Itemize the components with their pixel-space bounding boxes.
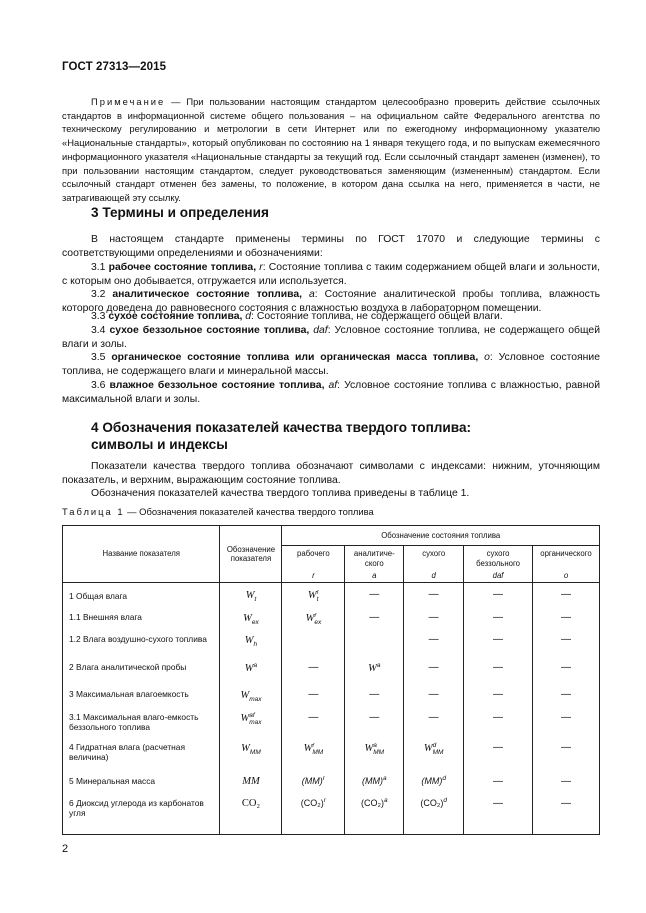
symbol-indices [254,634,258,648]
header-state-code: a [372,570,377,580]
state-cell: — [282,659,345,686]
indicator-symbol [245,663,257,673]
state-cell: — [464,583,533,609]
term-name: аналитическое состояние топлива, [112,289,303,300]
indicator-symbol-cell [220,739,282,773]
symbol-superscript [254,634,258,641]
term-name: влажное беззольное состояние топлива, [109,380,325,391]
table-row [63,739,600,773]
term-text: : Условное состояние топлива, не содержащего влаги и минеральной массы. [62,352,600,377]
state-cell: — [404,583,464,609]
indicator-symbol [242,776,260,786]
term-symbol: a [308,289,315,300]
term-symbol: d [245,311,252,322]
indicator-symbol-cell [220,686,282,709]
symbol-indices [317,589,319,603]
term-text: : Состояние аналитической пробы топлива, влажность которого доведена до равновесного состояния с влажностью воздуха в лабораторном помещении. [62,289,600,314]
term-name: рабочее состояние топлива, [108,262,257,273]
indicator-symbol-cell [220,659,282,686]
header-state-code: o [563,570,569,580]
table-row [63,795,600,835]
table-caption-label: Таблица 1 [62,506,125,517]
state-cell [282,609,345,631]
section-3-intro: В настоящем стандарте применены термины по ГОСТ 17070 и следующие термины с соответствующими определениями и обозначениями: [62,234,600,259]
symbol-subscript: MM [432,748,444,756]
indicator-symbol [242,798,260,808]
indicator-name: 1.2 Влага воздушно-сухого топлива [63,631,220,659]
symbol-subscript [254,669,258,676]
table-row [63,773,600,795]
indicator-symbol-cell [220,631,282,659]
term-number: 3.3 [91,311,106,322]
state-cell: — [533,659,600,686]
header-state-label: органического [540,549,592,558]
symbol-superscript: a [376,661,381,669]
state-cell: — [533,739,600,773]
term-number: 3.2 [91,289,106,300]
state-symbol [420,798,447,808]
note-paragraph [62,95,600,205]
section-4-heading [91,420,471,453]
term-symbol: daf [313,325,328,336]
state-cell: — [533,609,600,631]
state-cell: — [464,659,533,686]
state-cell: — [404,609,464,631]
state-symbol-superscript: d [442,775,446,783]
symbol-superscript [249,689,261,696]
symbol-superscript [252,612,259,619]
indicator-symbol [243,612,259,626]
section-4-heading-line1: 4 Обозначения показателей качества твердого топлива: [91,420,472,435]
state-cell: — [464,631,533,659]
symbol-subscript: max [249,718,262,726]
indicator-name: 5 Минеральная масса [63,773,220,795]
state-cell [404,739,464,773]
symbol-subscript: MM [373,748,385,756]
symbol-subscript: MM [312,748,324,756]
state-cell [282,795,345,835]
symbol-superscript [250,742,261,749]
indicator-symbol [368,663,380,673]
table-row [63,659,600,686]
symbol-indices [254,662,258,676]
state-cell [404,773,464,795]
table-row [63,583,600,609]
state-symbol-base: (CO₂) [300,798,324,809]
state-cell: — [404,709,464,739]
indicator-name: 3.1 Максимальная влаго-емкость беззольного топлива [63,709,220,739]
state-cell [404,795,464,835]
state-cell: — [464,739,533,773]
header-state-group: Обозначение состояния топлива [282,526,600,546]
state-symbol-superscript: a [382,775,387,783]
term-name: сухое беззольное состояние топлива, [109,325,310,336]
indicator-name: 2 Влага аналитической пробы [63,659,220,686]
indicator-symbol-cell [220,609,282,631]
symbol-superscript: r [312,741,315,749]
symbol-indices [314,612,321,626]
table-row [63,686,600,709]
state-cell: — [282,686,345,709]
term-number: 3.5 [91,352,106,363]
indicator-symbol-cell [220,583,282,609]
header-indicator-name: Название показателя [63,526,220,583]
state-symbol [362,776,387,786]
state-cell: — [404,686,464,709]
symbol-base: W [243,612,252,624]
note-label: Примечание [91,96,166,107]
table-caption-text: — Обозначения показателей качества твердого топлива [124,506,374,517]
table-row [63,609,600,631]
header-state-o [533,546,600,583]
state-cell: — [464,609,533,631]
state-cell: — [404,659,464,686]
symbol-superscript: d [432,741,437,749]
state-symbol-base: (MM) [361,776,383,787]
state-symbol-superscript: r [322,775,325,783]
state-cell: — [464,709,533,739]
term-text: : Условное состояние топлива с влажностью, равной максимальной влаги и золы. [62,380,601,405]
document-id: ГОСТ 27313—2015 [62,61,167,73]
section-3-heading: 3 Термины и определения [91,205,269,220]
indicator-symbol [244,634,258,648]
indicator-symbol [364,741,385,756]
state-symbol-base: (MM) [301,776,323,787]
state-cell: — [404,631,464,659]
state-cell: — [533,709,600,739]
state-cell [282,631,345,659]
header-state-label: аналитиче-ского [353,549,395,568]
symbol-base: W [241,742,250,754]
symbol-superscript: r [314,611,317,619]
term-definition [62,310,600,324]
indicator-symbol-cell [220,773,282,795]
header-state-label: рабочего [297,549,330,558]
symbol-indices [373,742,384,756]
indicator-symbol [245,590,257,603]
symbol-base: W [368,662,377,674]
table-row [63,709,600,739]
state-cell: — [345,709,404,739]
state-cell [345,659,404,686]
table-caption [62,506,374,517]
symbol-base: W [423,742,433,754]
designations-table [62,525,600,835]
symbol-superscript [254,589,256,596]
section-4-paragraph-2: Обозначения показателей качества твердого топлива приведены в таблице 1. [91,488,470,499]
symbol-subscript [377,669,381,676]
state-symbol-base: (MM) [421,776,443,787]
term-number: 3.4 [91,325,106,336]
symbol-base: W [240,689,250,701]
indicator-symbol [241,742,261,756]
state-cell: — [464,686,533,709]
state-cell: — [464,773,533,795]
symbol-indices [249,689,261,703]
state-cell: — [345,583,404,609]
header-state-code: daf [492,570,504,580]
symbol-indices [249,712,261,726]
term-number: 3.1 [91,262,106,273]
indicator-symbol [240,689,262,703]
term-definition [62,379,600,406]
symbol-indices [377,662,381,676]
state-cell: — [464,795,533,835]
symbol-base: W [245,590,255,602]
state-cell [282,773,345,795]
state-symbol [301,798,326,808]
symbol-subscript: h [253,640,258,648]
header-state-code: d [431,570,436,580]
term-text: : Состояние топлива с таким содержанием общей влаги и зольности, с которым оно добывается, отгружается или используется. [62,262,600,287]
state-cell: — [533,631,600,659]
symbol-subscript: t [316,596,319,603]
section-4-heading-line2: символы и индексы [91,436,228,452]
symbol-base: MM [242,775,260,787]
symbol-base: W [364,742,374,754]
state-symbol-base: (CO₂) [420,798,444,809]
symbol-base: W [244,662,254,674]
indicator-name: 1.1 Внешняя влага [63,609,220,631]
symbol-subscript: MM [249,748,261,756]
symbol-base: W [303,742,313,754]
state-cell: — [533,583,600,609]
header-state-r [282,546,345,583]
symbol-base: W [307,590,317,602]
term-name: органическое состояние топлива или органическая масса топлива, [111,352,479,363]
term-definition [62,324,600,351]
state-cell: — [533,773,600,795]
term-symbol: r [259,262,263,273]
term-number: 3.6 [91,380,106,391]
indicator-symbol-cell [220,795,282,835]
state-cell: — [533,795,600,835]
state-cell [345,795,404,835]
state-cell [282,583,345,609]
table-row [63,631,600,659]
symbol-base: W [305,612,315,624]
state-symbol [302,776,325,786]
symbol-superscript: a [253,661,258,669]
symbol-indices [312,742,323,756]
state-cell [282,739,345,773]
symbol-base: CO₂ [241,797,261,809]
state-cell [345,739,404,773]
state-cell [345,631,404,659]
indicator-symbol [240,711,262,726]
page-number: 2 [62,843,69,855]
state-symbol-superscript: r [323,797,326,805]
indicator-symbol [307,589,319,603]
state-cell: — [345,609,404,631]
term-symbol: o [484,352,490,363]
indicator-name: 1 Общая влага [63,583,220,609]
symbol-indices [252,612,259,626]
header-state-label: сухого беззольного [476,549,521,568]
state-symbol-superscript: a [383,797,388,805]
header-state-d [404,546,464,583]
indicator-symbol-cell [220,709,282,739]
section-4-paragraph-1: Показатели качества твердого топлива обозначают символами с индексами: нижним, уточняющим показатель, и верхним, выражающим состояние топлива. [62,461,600,486]
term-text: : Состояние топлива, не содержащего общей влаги. [251,311,503,322]
symbol-subscript: t [254,596,257,603]
state-cell: — [345,686,404,709]
header-state-label: сухого [422,549,446,558]
symbol-superscript: a [373,741,377,749]
state-symbol-superscript: d [443,797,447,805]
indicator-name: 4 Гидратная влага (расчетная величина) [63,739,220,773]
header-indicator-symbol: Обозначение показателя [220,526,282,583]
term-name: сухое состояние топлива, [108,311,243,322]
symbol-indices [254,589,256,603]
state-symbol-base: (CO₂) [360,798,384,809]
term-definition [62,261,600,288]
header-state-code: r [312,570,315,580]
state-cell: — [282,709,345,739]
symbol-base: W [244,634,254,646]
indicator-name: 3 Максимальная влагоемкость [63,686,220,709]
symbol-indices [433,742,444,756]
note-text: — При пользовании настоящим стандартом целесообразно проверить действие ссылочных стандартов в информационной системе общего пользования – на официальном сайте Федерального агентства по техническому регулированию и метрологии в сети Интернет или по ежегодному информационному указателю «Национальные стандарты», который опубликован по состоянию на 1 января текущего года, и по выпускам ежемесячного информационного указателя «Национальные стандарты за текущий год. Если ссылочный стандарт заменен (изменен), то при пользовании настоящим стандартом, следует руководствоваться заменяющим (измененным) стандартом. Если ссылочный стандарт отменен без замены, то положение, в котором дана ссылка на него, применяется в части, не затрагивающей эту ссылку. [62,96,600,203]
symbol-subscript: ex [251,618,259,626]
state-cell: — [533,686,600,709]
indicator-name: 6 Диоксид углерода из карбонатов угля [63,795,220,835]
header-state-a [345,546,404,583]
symbol-subscript: max [249,695,262,703]
indicator-symbol [305,611,322,626]
term-text: : Условное состояние топлива, не содержащего общей влаги и золы. [62,325,601,350]
term-symbol: af [328,380,338,391]
symbol-indices [250,742,261,756]
symbol-superscript: r [316,589,319,596]
term-definition [62,351,600,378]
indicator-symbol [423,741,444,756]
symbol-subscript: ex [314,618,322,626]
symbol-superscript: af [249,711,255,719]
header-state-daf [464,546,533,583]
state-symbol [421,776,446,786]
symbol-base: W [240,712,250,724]
state-symbol [361,798,388,808]
indicator-symbol [303,741,324,756]
state-cell [345,773,404,795]
